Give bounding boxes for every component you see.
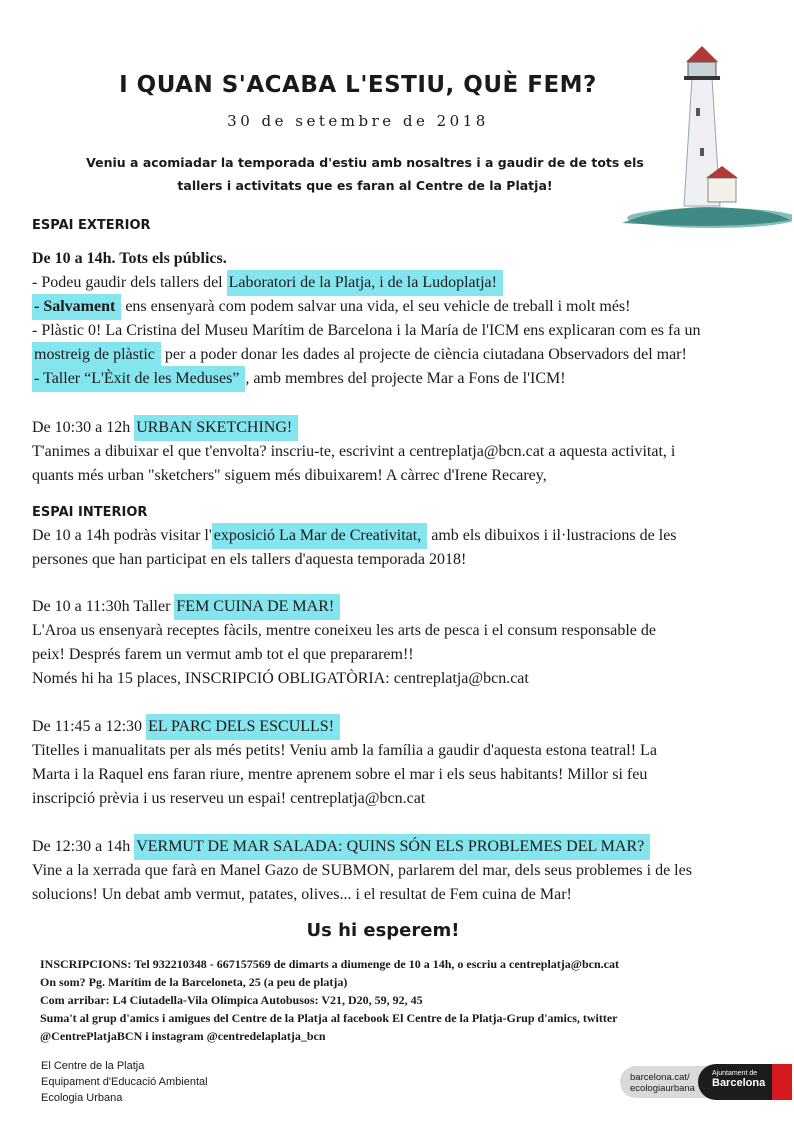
urban-sketching-block xyxy=(32,416,772,488)
text: Marta i la Raquel ens faran riure, mentre aprenem sobre el mar i els seus habitants! Millor si feu xyxy=(32,766,648,783)
highlight-salvament: - Salvament xyxy=(32,294,121,320)
text: peix! Després farem un vermut amb tot el que prepararem!! xyxy=(32,646,414,663)
highlight-vermut: VERMUT DE MAR SALADA: QUINS SÓN ELS PROBLEMES DEL MAR? xyxy=(134,834,650,860)
text: persones que han participat en els tallers d'aquesta temporada 2018! xyxy=(32,551,467,568)
intro-text xyxy=(60,151,670,197)
text: inscripció prèvia i us reserveu un espai! centreplatja@bcn.cat xyxy=(32,790,426,807)
text: per a poder donar les dades al projecte de ciència ciutadana Observadors del mar! xyxy=(160,346,687,363)
text: T'animes a dibuixar el que t'envolta? inscriu-te, escrivint a centreplatja@bcn.cat a aquesta activitat, i xyxy=(32,443,676,460)
text: amb els dibuixos i il·lustracions de les xyxy=(427,527,677,544)
text: Vine a la xerrada que farà en Manel Gazo de SUBMON, parlarem del mar, dels seus problemes i de les xyxy=(32,862,692,879)
org-name: El Centre de la Platja xyxy=(41,1060,145,1072)
text: - Podeu gaudir dels tallers del xyxy=(32,274,227,291)
footer-info xyxy=(40,955,619,1045)
text: ens ensenyarà com podem salvar una vida, el seu vehicle de treball i molt més! xyxy=(121,298,631,315)
closing-message: Us hi esperem! xyxy=(306,920,460,941)
highlight-mostreig: mostreig de plàstic xyxy=(32,342,161,368)
highlight-laboratori: Laboratori de la Platja, i de la Ludoplatja! xyxy=(227,270,503,296)
exposicio-block xyxy=(32,524,772,572)
logo-text: Ajuntament de xyxy=(712,1070,758,1077)
text: , amb membres del projecte Mar a Fons de l'ICM! xyxy=(245,370,566,387)
text: quants més urban "sketchers" siguem més dibuixarem! A càrrec d'Irene Recarey, xyxy=(32,467,547,484)
org-type: Equipament d'Educació Ambiental xyxy=(41,1076,208,1088)
logo-text: Barcelona xyxy=(712,1077,766,1089)
text: De 12:30 a 14h xyxy=(32,838,135,855)
shield-icon xyxy=(772,1064,792,1100)
intro-line: tallers i activitats que es faran al Centre de la Platja! xyxy=(177,178,553,193)
event-date: 30 de setembre de 2018 xyxy=(227,112,489,130)
esculls-block xyxy=(32,715,772,811)
social-info: Suma't al grup d'amics i amigues del Centre de la Platja al facebook El Centre de la Platja-Grup d'amics, twitter xyxy=(40,1011,618,1025)
highlight-meduses: - Taller “L'Èxit de les Meduses” xyxy=(32,366,245,392)
intro-line: Veniu a acomiadar la temporada d'estiu amb nosaltres i a gaudir de de tots els xyxy=(86,155,644,170)
logo-text: ecologiaurbana xyxy=(630,1083,695,1094)
text: De 10 a 11:30h Taller xyxy=(32,598,175,615)
location-info: On som? Pg. Marítim de la Barceloneta, 25 (a peu de platja) xyxy=(40,975,348,989)
section-heading-interior: ESPAI INTERIOR xyxy=(32,505,148,520)
text: De 11:45 a 12:30 xyxy=(32,718,147,735)
cuina-block xyxy=(32,595,772,691)
highlight-esculls: EL PARC DELS ESCULLS! xyxy=(146,714,340,740)
section-heading-exterior: ESPAI EXTERIOR xyxy=(32,218,151,233)
schedule-line: De 10 a 14h. Tots els públics. xyxy=(32,250,227,267)
org-dept: Ecologia Urbana xyxy=(41,1092,123,1104)
transport-info: Com arribar: L4 Ciutadella-Vila Olímpica Autobusos: V21, D20, 59, 92, 45 xyxy=(40,993,423,1007)
highlight-cuina: FEM CUINA DE MAR! xyxy=(174,594,340,620)
organization-info xyxy=(41,1058,208,1106)
social-info: @CentrePlatjaBCN i instagram @centredelaplatja_bcn xyxy=(40,1029,326,1043)
text: Només hi ha 15 places, INSCRIPCIÓ OBLIGATÒRIA: centreplatja@bcn.cat xyxy=(32,670,529,687)
text: solucions! Un debat amb vermut, patates, olives... i el resultat de Fem cuina de Mar! xyxy=(32,886,572,903)
text: L'Aroa us ensenyarà receptes fàcils, mentre coneixeu les arts de pesca i el consum responsable de xyxy=(32,622,656,639)
page-title: I QUAN S'ACABA L'ESTIU, QUÈ FEM? xyxy=(119,72,597,98)
text: Titelles i manualitats per als més petits! Veniu amb la família a gaudir d'aquesta estona teatral! La xyxy=(32,742,657,759)
highlight-exposicio: exposició La Mar de Creativitat, xyxy=(212,523,427,549)
ajuntament-logo xyxy=(620,1064,792,1100)
logo-text: barcelona.cat/ xyxy=(630,1072,690,1083)
highlight-urban-sketching: URBAN SKETCHING! xyxy=(134,415,298,441)
registration-info: INSCRIPCIONS: Tel 932210348 - 667157569 de dimarts a diumenge de 10 a 14h, o escriu a centreplatja@bcn.cat xyxy=(40,957,619,971)
text: - Plàstic 0! La Cristina del Museu Marítim de Barcelona i la María de l'ICM ens explicaran com es fa un xyxy=(32,322,701,339)
text: De 10 a 14h podràs visitar l' xyxy=(32,527,212,544)
text: De 10:30 a 12h xyxy=(32,419,135,436)
lighthouse-illustration xyxy=(612,38,792,230)
exterior-activities xyxy=(32,247,772,391)
vermut-block xyxy=(32,835,772,907)
